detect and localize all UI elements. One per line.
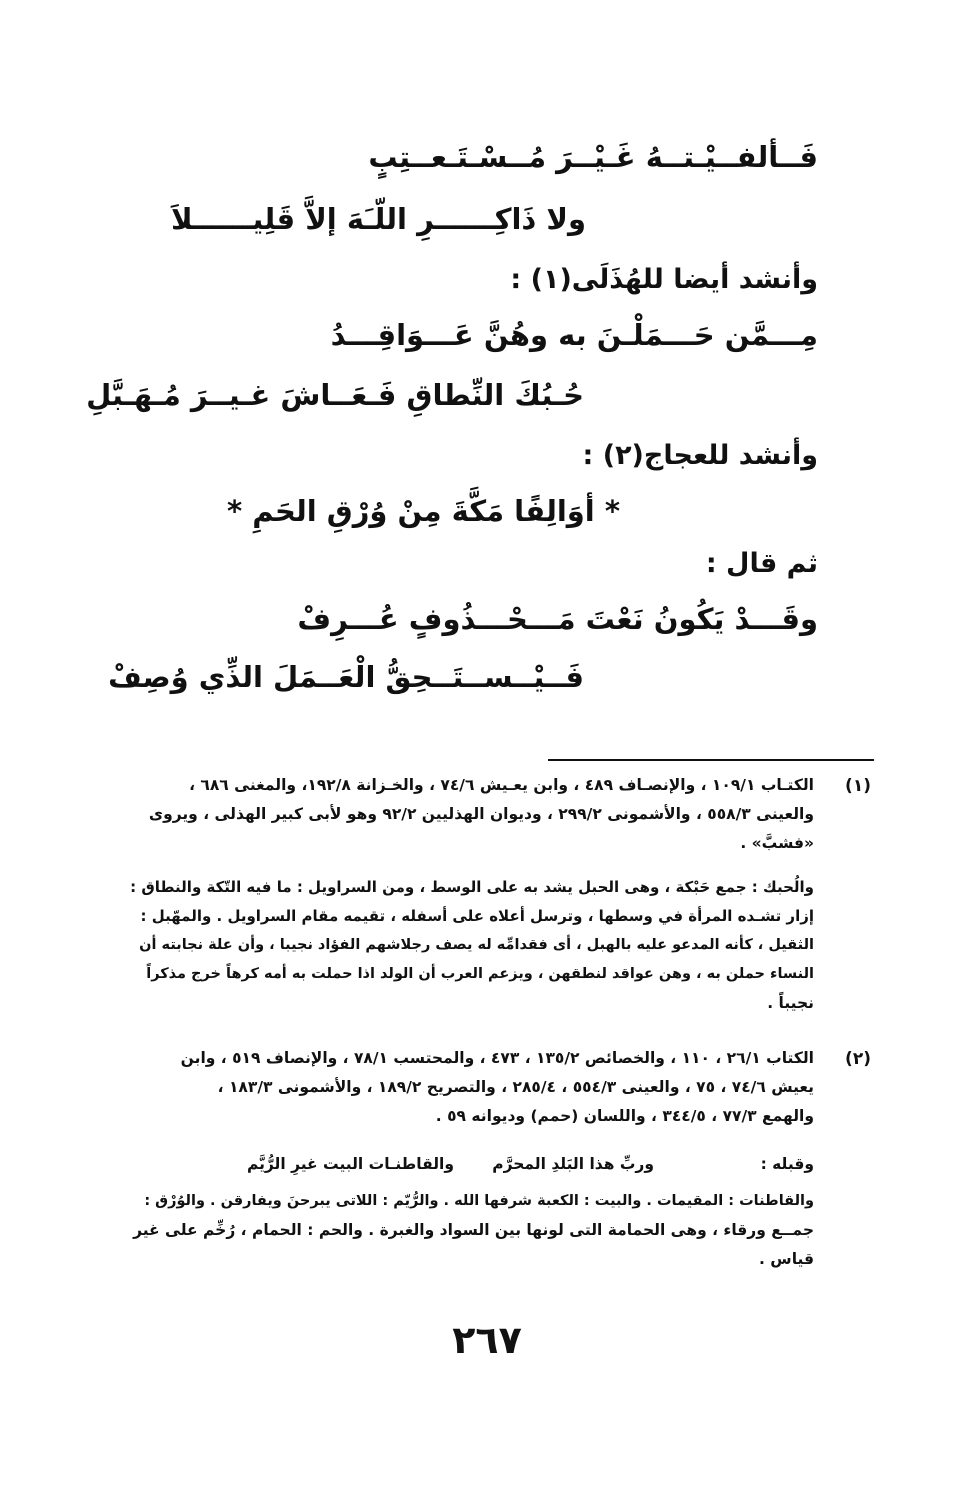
footnote-2-qabla-hemistich-2: والقاطنـات البيت غيرِ الرُّيَّم [246,1155,454,1173]
footnote-1-line: والعينى ٥٥٨/٣ ، والأشمونى ٢٩٩/٢ ، وديوان الهذليين ٩٢/٢ وهو لأبى كبير الهذلى ، ويروى [148,805,814,823]
verse-intro-thumma-qal: ثم قال : [705,548,818,579]
footnote-1-number: (١) [845,776,871,796]
footnote-1-paragraph-line: والُحبك : جمع حَبْكة ، وهى الحبل يشد به على الوسط ، ومن السراويل : ما فيه التّكة والنطاق : [130,878,814,896]
footnote-1-paragraph-line: الثقيل ، كأنه المدعو عليه بالهبل ، أى فقدامِّه له يصف رجلاشهم الفؤاد نجيبا ، وأن علة نجابته أن [139,937,814,953]
footnote-2-paragraph-line: جمــع ورقاء ، وهى الحمامة التى لونها بين السواد والغبرة . والحم : الحمام ، رُخِّم على غير [133,1221,814,1239]
verse-line-6: وقَـــدْ يَكُونُ نَعْتَ مَـــحْـــذُوفٍ عُـــرِفْ [297,602,818,636]
verse-line-1: فَــألفــيْـتــهُ غَـيْــرَ مُــسْـتَـعــتِبٍ [368,140,818,174]
footnote-2-paragraph-line: قياس . [759,1250,814,1268]
footnote-1-paragraph-line: النساء حملن به ، وهن عواقد لنطقهن ، ويزعم العرب أن الولد اذا حملت به أمه كرهاً خرج مذكراً [146,966,814,982]
footnote-2-qabla-hemistich-1: وربِّ هذا البَلدِ المحرَّم [492,1155,654,1173]
footnote-separator [548,759,874,761]
footnote-2-qabla-label: وقبله : [760,1155,814,1173]
verse-intro-hudhali: وأنشد أيضا للهُذَلَى(١) : [510,264,818,295]
footnote-1-paragraph-line: إزار تشـده المرأة في وسطها ، وترسل أعلاه على أسفله ، تقيمه مقام السراويل . والمهّبل : [140,907,814,925]
verse-line-7: فَــيْــســتَــحِقُّ الْعَــمَلَ الذِّي وُصِفْ [108,660,584,694]
verse-line-5: * أوَالِفًا مَكَّةَ مِنْ وُرْقِ الحَمِ * [226,494,620,528]
footnote-1-line: الكتـاب ١٠٩/١ ، والإنصـاف ٤٨٩ ، وابن يعـيش ٧٤/٦ ، والخـزانة ١٩٢/٨، والمغنى ٦٨٦ ، [189,776,814,794]
footnote-1-line: «فشبَّ» . [740,834,814,852]
verse-line-4: حُـبُكَ النِّطاقِ فَـعَــاشَ غـيــرَ مُـهَـبَّلِ [86,378,584,412]
verse-intro-ajjaj: وأنشد للعجاج(٢) : [582,440,818,471]
footnote-1-paragraph-line: نجيباً . [767,994,814,1012]
verse-line-3: مِـــمَّن حَـــمَلْـنَ به وهُنَّ عَـــوَاقِـــدُ [330,318,818,352]
footnote-2-line: والهمع ٧٧/٣ ، ٣٤٤/٥ ، واللسان (حمم) وديوانه ٥٩ . [435,1107,814,1125]
footnote-2-number: (٢) [845,1049,871,1069]
page-number: ٢٦٧ [452,1318,522,1362]
verse-line-2: ولا ذَاكِــــــرِ اللّـَهَ إلاَّ قَلِيــــــلاَ [170,202,586,236]
footnote-2-paragraph-line: والقاطنات : المقيمات . والبيت : الكعبة شرفها الله . والرُّيّم : اللاتى يبرحنَ ويفارقن . والوُرْق : [144,1193,814,1209]
footnote-2-line: الكتاب ٢٦/١ ، ١١٠ ، والخصائص ١٣٥/٢ ، ٤٧٣ ، والمحتسب ٧٨/١ ، والإنصاف ٥١٩ ، وابن [180,1049,814,1067]
footnote-2-line: يعيش ٧٤/٦ ، ٧٥ ، والعينى ٥٥٤/٣ ، ٢٨٥/٤ ، والتصريح ١٨٩/٢ ، والأشمونى ١٨٣/٣ ، [217,1078,814,1096]
